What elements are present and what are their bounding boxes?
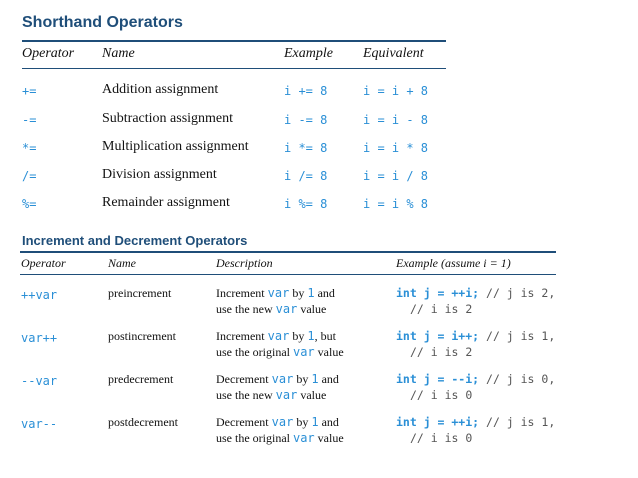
shorthand-name: Remainder assignment [102,195,230,210]
shorthand-equivalent: i = i + 8 [363,84,429,98]
shorthand-equivalent: i = i - 8 [363,113,429,127]
shorthand-example: i -= 8 [284,113,328,127]
shorthand-example: i *= 8 [284,141,328,155]
shorthand-header-name: Name [102,46,135,61]
shorthand-operator: %= [22,197,37,211]
incdec-header-description: Description [216,256,273,270]
shorthand-top-rule [22,40,446,42]
incdec-operator: --var [21,374,58,388]
incdec-name: postdecrement [108,415,178,429]
incdec-example: int j = --i; // j is 0, // i is 0 [396,372,556,402]
shorthand-name: Multiplication assignment [102,139,249,154]
incdec-operator: var-- [21,417,58,431]
incdec-header-name: Name [108,256,136,270]
incdec-operator: ++var [21,288,58,302]
shorthand-equivalent: i = i / 8 [363,169,429,183]
shorthand-operator: -= [22,113,37,127]
incdec-description: Decrement var by 1 and use the new var value [216,372,339,402]
incdec-header-rule [20,274,556,275]
shorthand-example: i += 8 [284,84,328,98]
incdec-example: int j = ++i; // j is 2, // i is 2 [396,286,556,316]
shorthand-operator: *= [22,141,37,155]
shorthand-equivalent: i = i * 8 [363,141,429,155]
incdec-name: preincrement [108,286,172,300]
incdec-description: Decrement var by 1 and use the original var value [216,415,344,445]
shorthand-example: i /= 8 [284,169,328,183]
incdec-title: Increment and Decrement Operators [22,233,248,248]
incdec-name: postincrement [108,329,176,343]
shorthand-header-equivalent: Equivalent [363,46,424,61]
incdec-name: predecrement [108,372,174,386]
shorthand-example: i %= 8 [284,197,328,211]
shorthand-operator: += [22,84,37,98]
incdec-header-example: Example (assume i = 1) [396,256,511,270]
incdec-example: int j = ++i; // j is 1, // i is 0 [396,415,556,445]
shorthand-header-rule [22,68,446,69]
shorthand-name: Division assignment [102,167,217,182]
incdec-top-rule [20,251,556,253]
shorthand-header-example: Example [284,46,333,61]
incdec-description: Increment var by 1, but use the original var value [216,329,344,359]
incdec-operator: var++ [21,331,58,345]
shorthand-equivalent: i = i % 8 [363,197,429,211]
incdec-header-operator: Operator [21,256,66,270]
shorthand-header-operator: Operator [22,46,75,61]
shorthand-operator: /= [22,169,37,183]
incdec-example: int j = i++; // j is 1, // i is 2 [396,329,556,359]
shorthand-name: Addition assignment [102,82,219,97]
shorthand-title: Shorthand Operators [22,14,183,31]
incdec-description: Increment var by 1 and use the new var value [216,286,335,316]
shorthand-name: Subtraction assignment [102,111,234,126]
